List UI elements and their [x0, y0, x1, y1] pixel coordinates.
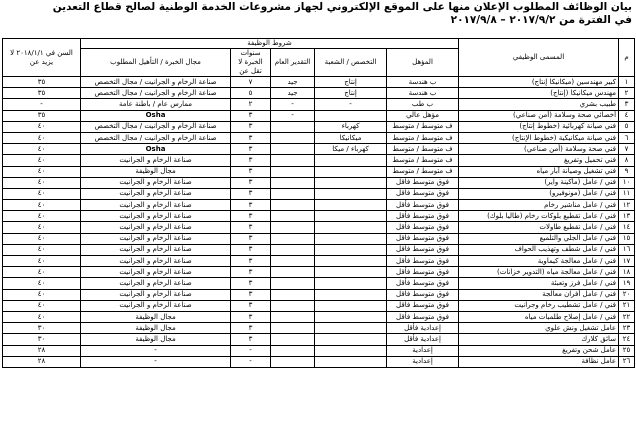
table-row	[3, 345, 635, 356]
qualification-cell: ف متوسط / متوسط	[387, 121, 459, 132]
num-cell: ١٧	[619, 256, 635, 267]
num-cell: ٢٣	[619, 323, 635, 334]
num-cell: ٩	[619, 166, 635, 177]
col-header-specialty: التخصص / الشعبة	[315, 49, 387, 77]
specialty-cell	[315, 110, 387, 121]
years-cell: ٣	[231, 166, 271, 177]
job-title-cell: فني / عامل تقطيع بلوكات رخام (طاليا بلوك)	[459, 211, 619, 222]
age-cell: ٤٠	[3, 211, 81, 222]
table-row	[3, 211, 635, 222]
experience-cell: Osha	[81, 144, 231, 155]
grade-cell	[271, 311, 315, 322]
table-row	[3, 110, 635, 121]
age-cell: ٤٠	[3, 244, 81, 255]
grade-cell: -	[271, 110, 315, 121]
num-cell: ١٣	[619, 211, 635, 222]
age-cell: ٤٠	[3, 311, 81, 322]
age-cell: ٤٠	[3, 200, 81, 211]
num-cell: ٢٤	[619, 334, 635, 345]
table-row	[3, 356, 635, 367]
age-cell: ٤٠	[3, 166, 81, 177]
experience-cell: صناعة الرخام و الجرانيت	[81, 289, 231, 300]
qualification-cell: فوق متوسط فأقل	[387, 311, 459, 322]
experience-cell: صناعة الرخام و الجرانيت	[81, 267, 231, 278]
job-title-cell: فني / عامل معالجة مياه (التدوير خزانات)	[459, 267, 619, 278]
qualification-cell: ف متوسط / متوسط	[387, 166, 459, 177]
years-cell: ٣	[231, 256, 271, 267]
grade-cell	[271, 323, 315, 334]
experience-cell: صناعة الرخام و الجرانيت	[81, 244, 231, 255]
qualification-cell: فوق متوسط فأقل	[387, 289, 459, 300]
grade-cell: جيد	[271, 88, 315, 99]
specialty-cell	[315, 267, 387, 278]
table-row	[3, 278, 635, 289]
num-cell: ٢٦	[619, 356, 635, 367]
specialty-cell	[315, 256, 387, 267]
grade-cell: جيد	[271, 77, 315, 88]
specialty-cell: إنتاج	[315, 77, 387, 88]
experience-cell: ممارس عام / باطنة عامة	[81, 99, 231, 110]
table-row	[3, 233, 635, 244]
job-title-cell: فني / عامل معالجة كيماوية	[459, 256, 619, 267]
table-row	[3, 121, 635, 132]
num-cell: ٨	[619, 155, 635, 166]
job-title-cell: عامل نظافة	[459, 356, 619, 367]
experience-cell: Osha	[81, 110, 231, 121]
years-cell: ٣	[231, 110, 271, 121]
age-cell: ٢٨	[3, 356, 81, 367]
experience-cell: -	[81, 345, 231, 356]
qualification-cell: فوق متوسط فأقل	[387, 177, 459, 188]
years-cell: ٣	[231, 323, 271, 334]
specialty-cell	[315, 233, 387, 244]
specialty-cell	[315, 323, 387, 334]
job-title-cell: فني / عامل الجلي والتلميع	[459, 233, 619, 244]
qualification-cell: ب هندسة	[387, 77, 459, 88]
specialty-cell	[315, 356, 387, 367]
specialty-cell	[315, 345, 387, 356]
experience-cell: صناعة الرخام و الجرانيت	[81, 211, 231, 222]
age-cell: ٤٠	[3, 278, 81, 289]
years-cell: ٣	[231, 144, 271, 155]
age-cell: ٤٠	[3, 267, 81, 278]
num-cell: ١١	[619, 188, 635, 199]
qualification-cell: فوق متوسط فأقل	[387, 188, 459, 199]
experience-cell: صناعة الرخام و الجرانيت	[81, 278, 231, 289]
num-cell: ٧	[619, 144, 635, 155]
years-cell: -	[231, 345, 271, 356]
col-header-qualification: المؤهل	[387, 49, 459, 77]
qualification-cell: فوق متوسط فأقل	[387, 278, 459, 289]
document-title	[4, 1, 632, 27]
table-row	[3, 334, 635, 345]
years-cell: ٣	[231, 211, 271, 222]
title-line-1: بيان الوظائف المطلوب الإعلان منها على الموقع الإلكتروني لجهاز مشروعات الخدمة الوطنية لصالح قطاع التعدين	[52, 1, 632, 13]
grade-cell	[271, 289, 315, 300]
experience-cell: -	[81, 356, 231, 367]
years-cell: ٣	[231, 311, 271, 322]
table-row	[3, 267, 635, 278]
grade-cell	[271, 256, 315, 267]
age-cell: ٤٠	[3, 132, 81, 143]
specialty-cell: كهرباء	[315, 121, 387, 132]
years-cell: ٣	[231, 155, 271, 166]
years-cell: ٣	[231, 278, 271, 289]
qualification-cell: فوق متوسط فأقل	[387, 222, 459, 233]
experience-cell: صناعة الرخام و الجرانيت	[81, 233, 231, 244]
qualification-cell: فوق متوسط فأقل	[387, 200, 459, 211]
grade-cell	[271, 200, 315, 211]
specialty-cell	[315, 177, 387, 188]
job-title-cell: فني / عامل (مونوفيرو)	[459, 188, 619, 199]
table-row	[3, 77, 635, 88]
specialty-cell	[315, 155, 387, 166]
jobs-table-body	[3, 77, 635, 368]
grade-cell	[271, 356, 315, 367]
job-title-cell: فني / عامل فرز وتعبئة	[459, 278, 619, 289]
job-title-cell: كبير مهندسين (ميكانيكا إنتاج)	[459, 77, 619, 88]
grade-cell	[271, 267, 315, 278]
qualification-cell: إعدادية فأقل	[387, 323, 459, 334]
table-row	[3, 166, 635, 177]
experience-cell: صناعة الرخام و الجرانيت / مجال التخصص	[81, 77, 231, 88]
table-row	[3, 177, 635, 188]
age-cell: ٤٠	[3, 188, 81, 199]
num-cell: ٦	[619, 132, 635, 143]
qualification-cell: ف متوسط / متوسط	[387, 144, 459, 155]
age-cell: ٤٠	[3, 300, 81, 311]
table-row	[3, 244, 635, 255]
num-cell: ١	[619, 77, 635, 88]
experience-cell: صناعة الرخام و الجرانيت / مجال التخصص	[81, 132, 231, 143]
qualification-cell: إعدادية	[387, 345, 459, 356]
job-title-cell: فني / عامل تقطيع طاولات	[459, 222, 619, 233]
num-cell: ١٠	[619, 177, 635, 188]
job-title-cell: فني / عامل مناشير رخام	[459, 200, 619, 211]
age-cell: ٢٨	[3, 345, 81, 356]
years-cell: ٣	[231, 289, 271, 300]
age-cell: ٣٠	[3, 323, 81, 334]
table-row	[3, 132, 635, 143]
qualification-cell: ف متوسط / متوسط	[387, 155, 459, 166]
group-header-conditions: شروط الوظيفة	[81, 39, 459, 49]
grade-cell	[271, 188, 315, 199]
experience-cell: صناعة الرخام و الجرانيت	[81, 155, 231, 166]
specialty-cell	[315, 244, 387, 255]
job-title-cell: فني صحة وسلامة (أمن صناعي)	[459, 144, 619, 155]
specialty-cell: -	[315, 99, 387, 110]
specialty-cell: إنتاج	[315, 88, 387, 99]
table-row	[3, 323, 635, 334]
qualification-cell: ب طب	[387, 99, 459, 110]
jobs-table	[2, 38, 635, 368]
specialty-cell	[315, 200, 387, 211]
age-cell: ٣٠	[3, 334, 81, 345]
years-cell: ٣	[231, 233, 271, 244]
job-title-cell: فني / عامل تشطيب رخام وجرانيت	[459, 300, 619, 311]
job-title-cell: فني / عامل شطف وتهذيب الحواف	[459, 244, 619, 255]
experience-cell: صناعة الرخام و الجرانيت	[81, 177, 231, 188]
title-line-2: في الفترة من ٢٠١٧/٩/٢ – ٢٠١٧/٩/٨	[450, 14, 632, 26]
grade-cell: -	[271, 99, 315, 110]
col-header-years: سنوات الخبرة لا تقل عن	[231, 49, 271, 77]
qualification-cell: فوق متوسط فأقل	[387, 256, 459, 267]
job-title-cell: فني تحميل وتفريغ	[459, 155, 619, 166]
table-row	[3, 300, 635, 311]
table-row	[3, 144, 635, 155]
num-cell: ١٨	[619, 267, 635, 278]
table-row	[3, 256, 635, 267]
grade-cell	[271, 278, 315, 289]
age-cell: ٤٠	[3, 121, 81, 132]
years-cell: ٣	[231, 334, 271, 345]
col-header-title: المسمى الوظيفي	[459, 39, 619, 77]
grade-cell	[271, 132, 315, 143]
col-header-num: م	[619, 39, 635, 77]
grade-cell	[271, 345, 315, 356]
experience-cell: مجال الوظيفة	[81, 311, 231, 322]
age-cell: ٤٠	[3, 177, 81, 188]
qualification-cell: ف متوسط / متوسط	[387, 132, 459, 143]
specialty-cell: ميكانيكا	[315, 132, 387, 143]
years-cell: ٥	[231, 88, 271, 99]
experience-cell: صناعة الرخام و الجرانيت / مجال التخصص	[81, 88, 231, 99]
qualification-cell: إعدادية فأقل	[387, 334, 459, 345]
grade-cell	[271, 166, 315, 177]
num-cell: ٢٢	[619, 311, 635, 322]
age-cell: ٤٠	[3, 233, 81, 244]
specialty-cell	[315, 188, 387, 199]
experience-cell: صناعة الرخام و الجرانيت	[81, 188, 231, 199]
years-cell: ٣	[231, 222, 271, 233]
age-cell: ٣٥	[3, 88, 81, 99]
experience-cell: صناعة الرخام و الجرانيت	[81, 300, 231, 311]
experience-cell: صناعة الرخام و الجرانيت	[81, 200, 231, 211]
table-row	[3, 311, 635, 322]
years-cell: ٣	[231, 267, 271, 278]
grade-cell	[271, 233, 315, 244]
qualification-cell: فوق متوسط فأقل	[387, 233, 459, 244]
qualification-cell: فوق متوسط فأقل	[387, 244, 459, 255]
qualification-cell: مؤهل عالي	[387, 110, 459, 121]
specialty-cell	[315, 289, 387, 300]
qualification-cell: فوق متوسط فأقل	[387, 211, 459, 222]
grade-cell	[271, 334, 315, 345]
job-title-cell: فني / عامل أفران معالجة	[459, 289, 619, 300]
num-cell: ١٢	[619, 200, 635, 211]
table-row	[3, 222, 635, 233]
num-cell: ٢٠	[619, 289, 635, 300]
job-title-cell: طبيب بشري	[459, 99, 619, 110]
age-cell: ٤٠	[3, 144, 81, 155]
years-cell: ٣	[231, 300, 271, 311]
job-title-cell: سائق كلارك	[459, 334, 619, 345]
num-cell: ١٦	[619, 244, 635, 255]
qualification-cell: ب هندسة	[387, 88, 459, 99]
grade-cell	[271, 121, 315, 132]
num-cell: ١٩	[619, 278, 635, 289]
job-title-cell: أخصائي صحة وسلامة (أمن صناعي)	[459, 110, 619, 121]
job-title-cell: فني صيانة كهربائية (خطوط إنتاج)	[459, 121, 619, 132]
specialty-cell: كهرباء / ميكا	[315, 144, 387, 155]
specialty-cell	[315, 222, 387, 233]
table-row	[3, 289, 635, 300]
age-cell: ٤٠	[3, 289, 81, 300]
grade-cell	[271, 177, 315, 188]
specialty-cell	[315, 334, 387, 345]
years-cell: ٣	[231, 177, 271, 188]
years-cell: ٣	[231, 244, 271, 255]
age-cell: ٤٠	[3, 256, 81, 267]
qualification-cell: إعدادية	[387, 356, 459, 367]
grade-cell	[271, 144, 315, 155]
grade-cell	[271, 155, 315, 166]
age-cell: ٤٠	[3, 155, 81, 166]
age-cell: -	[3, 99, 81, 110]
experience-cell: صناعة الرخام و الجرانيت	[81, 256, 231, 267]
years-cell: ٣	[231, 188, 271, 199]
table-row	[3, 88, 635, 99]
experience-cell: مجال الوظيفة	[81, 334, 231, 345]
num-cell: ٥	[619, 121, 635, 132]
job-title-cell: فني صيانة ميكانيكية (خطوط الإنتاج)	[459, 132, 619, 143]
job-title-cell: عامل تشغيل ونش علوي	[459, 323, 619, 334]
job-title-cell: مهندس ميكانيكا (إنتاج)	[459, 88, 619, 99]
table-row	[3, 188, 635, 199]
grade-cell	[271, 222, 315, 233]
experience-cell: صناعة الرخام و الجرانيت / مجال التخصص	[81, 121, 231, 132]
age-cell: ٣٥	[3, 110, 81, 121]
experience-cell: مجال الوظيفة	[81, 323, 231, 334]
age-cell: ٣٥	[3, 77, 81, 88]
col-header-grade: التقدير العام	[271, 49, 315, 77]
specialty-cell	[315, 278, 387, 289]
job-title-cell: فني / عامل (ماكينة واير)	[459, 177, 619, 188]
experience-cell: مجال الوظيفة	[81, 166, 231, 177]
specialty-cell	[315, 211, 387, 222]
qualification-cell: فوق متوسط فأقل	[387, 267, 459, 278]
table-row	[3, 155, 635, 166]
qualification-cell: فوق متوسط فأقل	[387, 300, 459, 311]
job-title-cell: عامل شحن وتفريغ	[459, 345, 619, 356]
years-cell: ٣	[231, 121, 271, 132]
table-row	[3, 99, 635, 110]
grade-cell	[271, 300, 315, 311]
age-cell: ٤٠	[3, 222, 81, 233]
col-header-age: السن في ٢٠١٨/١/١ لا يزيد عن	[3, 39, 81, 77]
job-title-cell: فني تشغيل وصيانة آبار مياه	[459, 166, 619, 177]
num-cell: ٢١	[619, 300, 635, 311]
specialty-cell	[315, 300, 387, 311]
experience-cell: صناعة الرخام و الجرانيت	[81, 222, 231, 233]
table-row	[3, 200, 635, 211]
specialty-cell	[315, 311, 387, 322]
years-cell: -	[231, 356, 271, 367]
num-cell: ٣	[619, 99, 635, 110]
num-cell: ٤	[619, 110, 635, 121]
grade-cell	[271, 211, 315, 222]
num-cell: ١٥	[619, 233, 635, 244]
num-cell: ٢٥	[619, 345, 635, 356]
grade-cell	[271, 244, 315, 255]
num-cell: ٢	[619, 88, 635, 99]
years-cell: ٧	[231, 77, 271, 88]
years-cell: ٣	[231, 200, 271, 211]
years-cell: ٣	[231, 132, 271, 143]
years-cell: ٢	[231, 99, 271, 110]
col-header-experience: مجال الخبرة / التأهيل المطلوب	[81, 49, 231, 77]
specialty-cell	[315, 166, 387, 177]
job-title-cell: فني / عامل إصلاح طلمبات مياه	[459, 311, 619, 322]
num-cell: ١٤	[619, 222, 635, 233]
